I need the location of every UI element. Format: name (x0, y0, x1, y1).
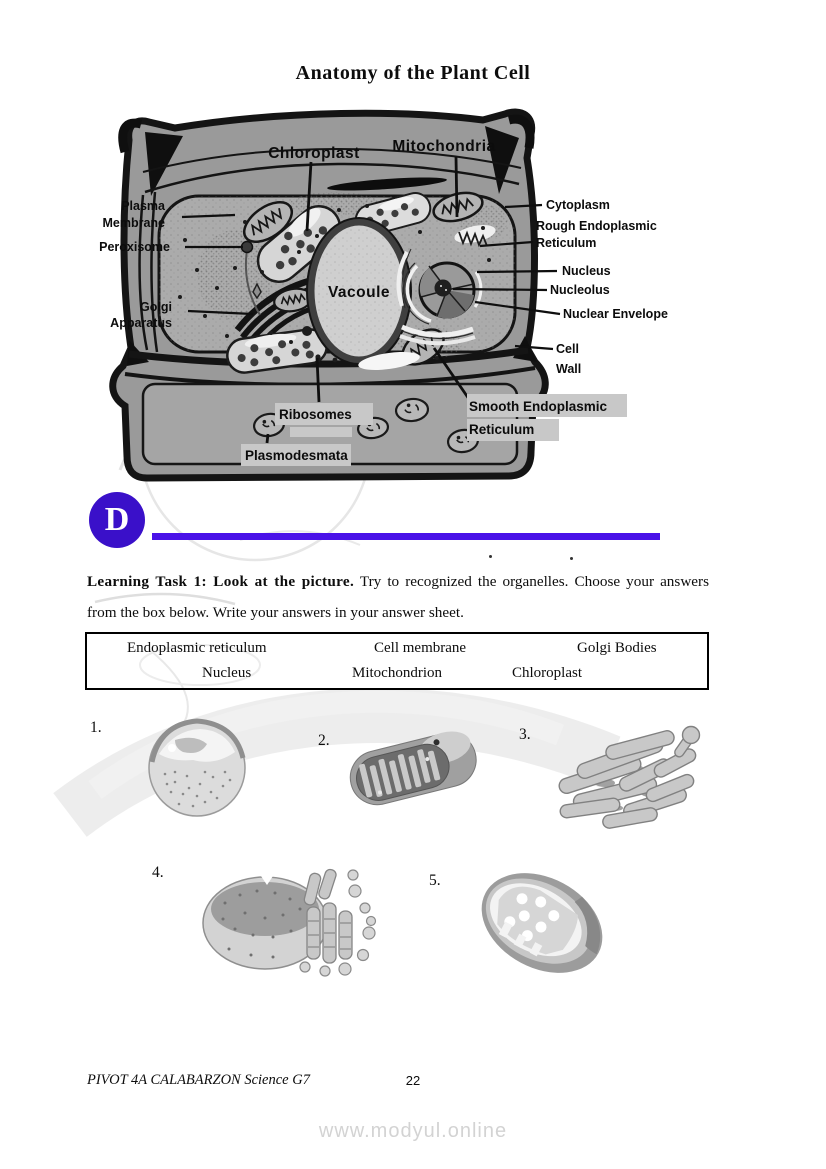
nucleolus-shape (435, 280, 452, 297)
golgi-apparatus-label: Apparatus (110, 316, 172, 330)
smooth-er-label: Reticulum (469, 422, 535, 437)
item-2-number: 2. (318, 732, 330, 749)
ribosomes-label-highlight (290, 427, 352, 437)
mitochondria-label: Mitochondria (392, 138, 496, 155)
choice-mitochondrion: Mitochondrion (352, 665, 442, 681)
plasma-membrane-label: Membrane (102, 216, 165, 230)
endoplasmic-reticulum-illustration (545, 713, 710, 838)
answer-choice-box (85, 632, 709, 690)
choice-chloroplast: Chloroplast (512, 665, 582, 681)
footer-course-label: PIVOT 4A CALABARZON Science G7 (87, 1072, 310, 1088)
golgi-apparatus-illustration (195, 863, 380, 983)
vacuole-label: Vacoule (327, 284, 391, 301)
ribosomes-label: Ribosomes (279, 407, 352, 422)
item-3-number: 3. (519, 726, 531, 743)
nucleus-illustration (145, 714, 250, 819)
section-d-badge (89, 492, 145, 548)
chloroplast-label: Chloroplast (268, 145, 360, 162)
item-4-number: 4. (152, 864, 164, 881)
cell-wall-label: Wall (556, 362, 582, 376)
learning-task-paragraph (87, 566, 709, 628)
speck-dot (570, 557, 573, 560)
learning-task-instructions: Try to recognized the organelles. Choose your answers from the box below. Write your answers in your answer sheet. (87, 573, 709, 621)
section-divider-rule (152, 533, 660, 540)
page-title: Anatomy of the Plant Cell (295, 62, 531, 84)
cell-wall-label: Cell (556, 342, 579, 356)
item-1-number: 1. (90, 719, 102, 736)
nucleolus-label: Nucleolus (550, 283, 610, 297)
nuclear-envelope-label: Nuclear Envelope (563, 307, 668, 321)
smooth-er-label: Smooth Endoplasmic (469, 399, 608, 414)
rough-er-label: Reticulum (536, 236, 597, 250)
mitochondrion-illustration (345, 718, 480, 813)
speck-dot (489, 555, 492, 558)
cytoplasm-label: Cytoplasm (546, 198, 610, 212)
plasma-membrane-label: Plasma (121, 199, 165, 213)
site-watermark: www.modyul.online (318, 1120, 508, 1142)
plant-cell-diagram (85, 100, 725, 485)
learning-task-title: Learning Task 1: Look at the picture. (87, 573, 355, 590)
choice-golgi-bodies: Golgi Bodies (577, 640, 657, 656)
section-d-letter: D (104, 501, 130, 538)
nucleus-label: Nucleus (562, 264, 611, 278)
plasmodesmata-label: Plasmodesmata (245, 448, 348, 463)
peroxisome-label: Peroxisome (99, 240, 170, 254)
item-5-number: 5. (429, 872, 441, 889)
choice-cell-membrane: Cell membrane (374, 640, 467, 656)
choice-nucleus: Nucleus (202, 665, 252, 681)
page-number: 22 (405, 1073, 421, 1088)
chloroplast-illustration (465, 853, 620, 993)
golgi-apparatus-label: Golgi (140, 300, 172, 314)
rough-er-label: Rough Endoplasmic (536, 219, 657, 233)
choice-endoplasmic-reticulum: Endoplasmic reticulum (127, 640, 267, 656)
